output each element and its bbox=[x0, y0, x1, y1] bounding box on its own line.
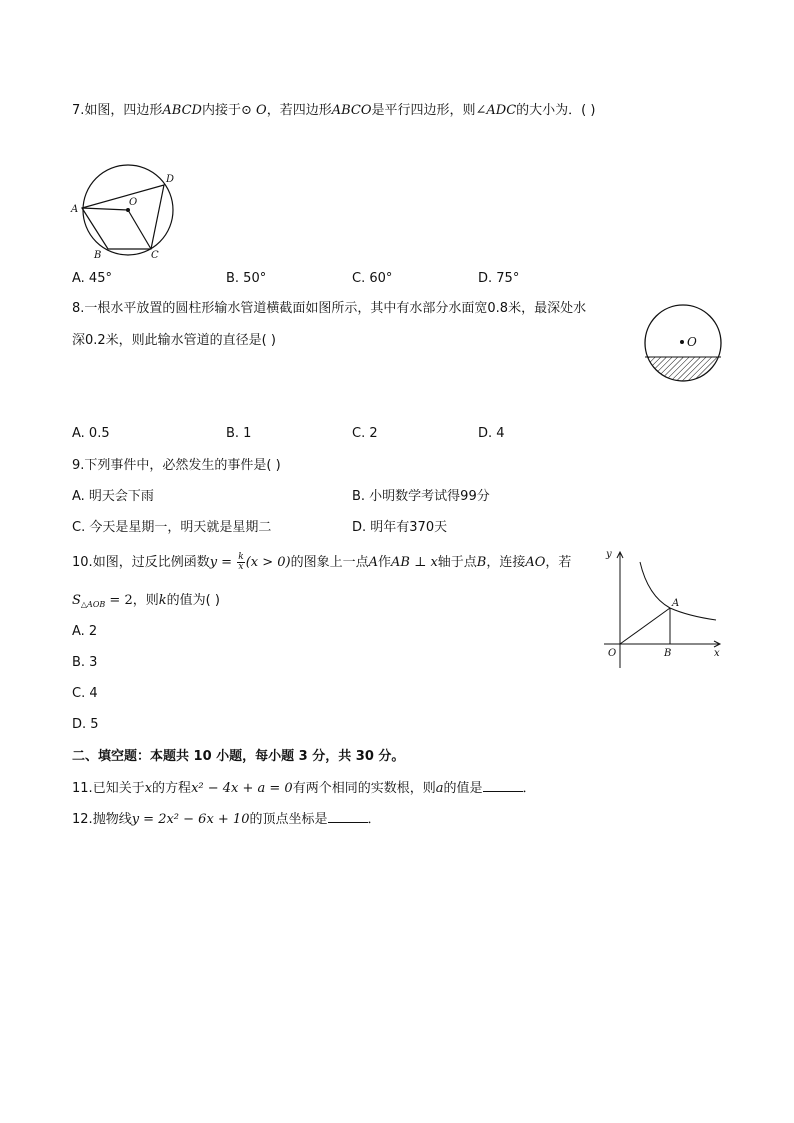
q10-figure-hyperbola bbox=[598, 544, 728, 672]
q7-label-o: O bbox=[129, 197, 138, 208]
q12-stem bbox=[72, 810, 381, 829]
q8-water-region bbox=[642, 357, 724, 384]
q7-label-c: C bbox=[151, 250, 159, 261]
q10-number: 10. bbox=[72, 555, 93, 570]
q7-figure-circle bbox=[66, 158, 182, 264]
q7-option-c: C. 60° bbox=[352, 271, 393, 286]
section-heading-fill-in bbox=[72, 748, 404, 766]
q7-math-abcd: ABCD bbox=[162, 103, 202, 118]
q7-number: 7. bbox=[72, 103, 85, 118]
q10-text-a: 如图，过反比例函数 bbox=[92, 555, 210, 570]
q7-label-d: D bbox=[166, 174, 175, 185]
q9-option-c: C. 今天是星期一，明天就是星期二 bbox=[72, 520, 272, 535]
q7-text-e: 的大小为．( ) bbox=[516, 103, 596, 118]
q8-label-o: O bbox=[687, 335, 697, 349]
q10-stem-line1 bbox=[72, 553, 571, 573]
q8-option-b: B. 1 bbox=[226, 426, 252, 441]
q10-option-c: C. 4 bbox=[72, 686, 98, 701]
q10-fraction bbox=[237, 553, 244, 572]
q7-label-b: B bbox=[94, 250, 102, 261]
q7-segment-ao bbox=[82, 208, 128, 210]
q10-text-g: ，则 bbox=[132, 593, 159, 608]
q10-label-a: A bbox=[672, 598, 680, 609]
q10-text-e: ，连接 bbox=[486, 555, 526, 570]
q12-end: ． bbox=[367, 812, 381, 827]
q10-frac-num: k bbox=[238, 552, 244, 562]
q10-math-s-sub: △AOB bbox=[80, 600, 106, 609]
q7-segment-oc bbox=[128, 210, 151, 249]
q11-equation: x² − 4x + a = 0 bbox=[191, 781, 293, 796]
q12-text-b: 的顶点坐标是 bbox=[249, 812, 328, 827]
q10-curve bbox=[640, 562, 716, 620]
q9-option-b: B. 小明数学考试得99分 bbox=[352, 489, 490, 504]
q10-math-ao: AO bbox=[525, 555, 546, 570]
q8-center-dot bbox=[680, 340, 684, 344]
q11-text-b: 的方程 bbox=[152, 781, 192, 796]
q8-option-a: A. 0.5 bbox=[72, 426, 110, 441]
q10-option-a: A. 2 bbox=[72, 624, 98, 639]
q12-text-a: 抛物线 bbox=[92, 812, 132, 827]
q10-math-cond: (x > 0) bbox=[245, 555, 291, 570]
q7-option-b: B. 50° bbox=[226, 271, 267, 286]
q8-stem-line1: 8.一根水平放置的圆柱形输水管道横截面如图所示，其中有水部分水面宽0.8米，最深处水 bbox=[72, 301, 587, 316]
q8-option-d: D. 4 bbox=[478, 426, 505, 441]
q11-math-x: x bbox=[144, 781, 153, 796]
q10-label-o: O bbox=[608, 648, 617, 659]
q12-answer-blank[interactable] bbox=[328, 810, 368, 823]
q11-end: ． bbox=[522, 781, 536, 796]
q12-number: 12. bbox=[72, 812, 93, 827]
q8-figure-pipe bbox=[642, 302, 724, 384]
q10-math-k: k bbox=[158, 593, 167, 608]
q7-option-a: A. 45° bbox=[72, 271, 112, 286]
q10-math-s: S bbox=[72, 593, 81, 608]
q10-math-perp: AB ⊥ x bbox=[391, 555, 438, 570]
q11-stem bbox=[72, 779, 536, 798]
q10-stem-line2 bbox=[72, 592, 220, 614]
section-heading-body: 本题共 10 小题，每小题 3 分，共 30 分。 bbox=[150, 749, 405, 764]
q10-label-b: B bbox=[664, 648, 672, 659]
q7-text-c: ，若四边形 bbox=[266, 103, 332, 118]
q7-math-abco: ABCO bbox=[331, 103, 372, 118]
q10-text-f: ，若 bbox=[545, 555, 572, 570]
q10-text-c: 作 bbox=[378, 555, 392, 570]
q10-text-h: 的值为( ) bbox=[166, 593, 220, 608]
q7-text-a: 如图，四边形 bbox=[84, 103, 163, 118]
q7-center-dot bbox=[126, 208, 130, 212]
q10-option-b: B. 3 bbox=[72, 655, 98, 670]
q8-option-c: C. 2 bbox=[352, 426, 378, 441]
q9-option-d: D. 明年有370天 bbox=[352, 520, 448, 535]
q7-option-d: D. 75° bbox=[478, 271, 520, 286]
q10-math-y: y = bbox=[209, 555, 237, 570]
q7-text-b: 内接于 bbox=[201, 103, 241, 118]
q11-math-a: a bbox=[435, 781, 444, 796]
q10-label-y: y bbox=[606, 549, 612, 560]
section-heading-prefix: 二、填空题： bbox=[72, 749, 151, 764]
q10-frac-den: x bbox=[238, 562, 244, 572]
q7-math-circle-o: ⊙ O bbox=[241, 103, 267, 118]
q9-option-a: A. 明天会下雨 bbox=[72, 489, 154, 504]
q7-label-a: A bbox=[71, 204, 79, 215]
q10-text-d: 轴于点 bbox=[437, 555, 477, 570]
q7-stem bbox=[72, 102, 595, 120]
q8-stem-line2: 深0.2米，则此输水管道的直径是( ) bbox=[72, 333, 276, 348]
q9-stem: 9.下列事件中，必然发生的事件是( ) bbox=[72, 458, 281, 473]
q11-number: 11. bbox=[72, 781, 93, 796]
q10-text-b: 的图象上一点 bbox=[290, 555, 369, 570]
q10-segment-oa bbox=[620, 608, 670, 644]
q11-text-c: 有两个相同的实数根，则 bbox=[292, 781, 436, 796]
q11-answer-blank[interactable] bbox=[483, 779, 523, 792]
q10-math-a: A bbox=[368, 555, 378, 570]
q7-text-d: 是平行四边形，则 bbox=[371, 103, 476, 118]
q11-text-d: 的值是 bbox=[443, 781, 483, 796]
q11-text-a: 已知关于 bbox=[92, 781, 145, 796]
q12-equation: y = 2x² − 6x + 10 bbox=[131, 812, 250, 827]
q10-math-b: B bbox=[476, 555, 487, 570]
q10-math-s-eq: = 2 bbox=[105, 593, 133, 608]
q7-math-angle-adc: ∠ADC bbox=[475, 103, 517, 118]
q10-option-d: D. 5 bbox=[72, 717, 99, 732]
q10-label-x: x bbox=[714, 648, 720, 659]
